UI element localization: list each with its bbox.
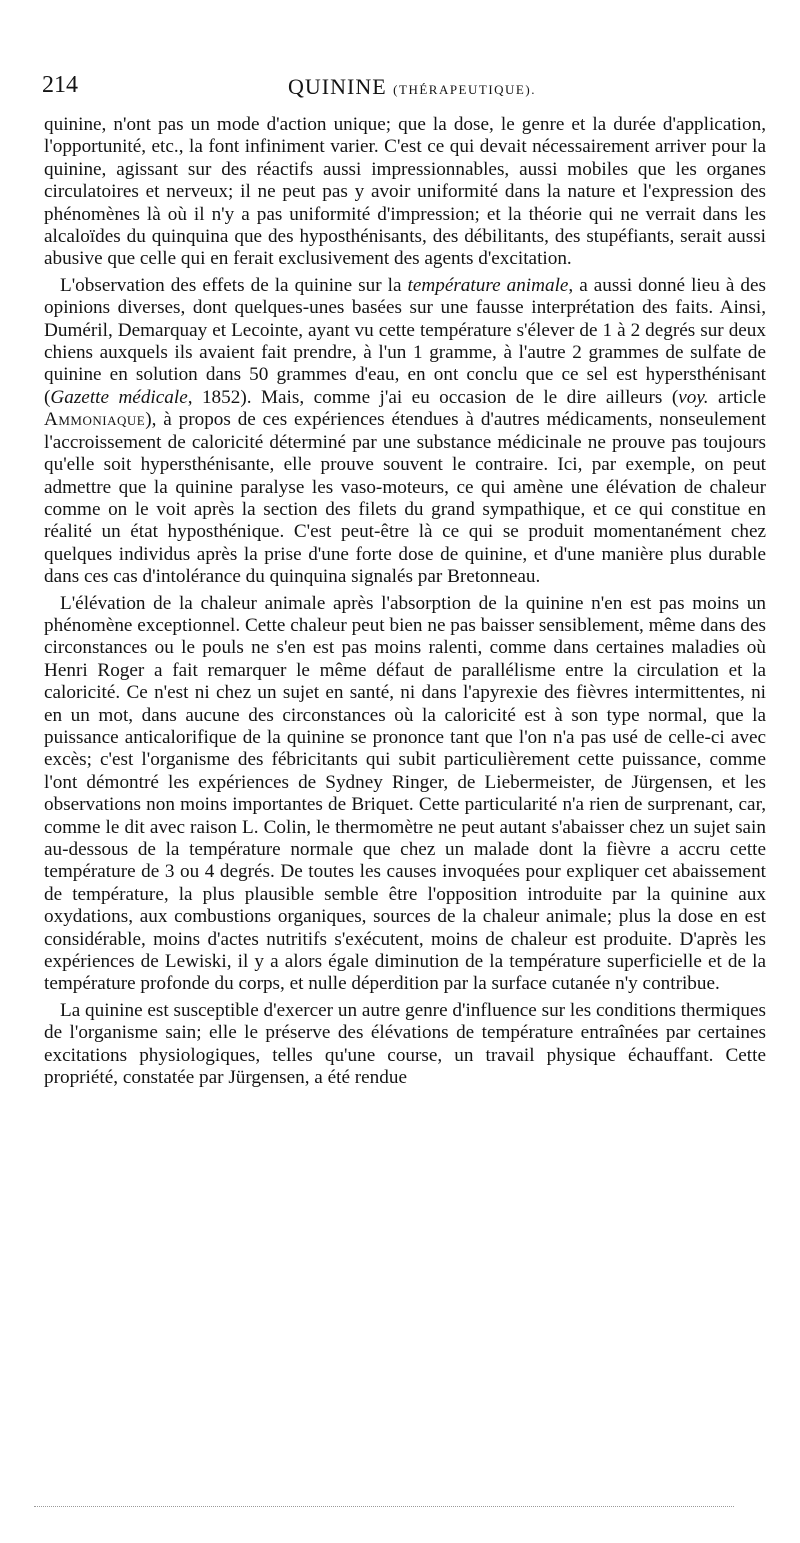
- italic-abbrev: voy.: [678, 386, 709, 408]
- text-segment: , 1852). Mais, comme j'ai eu occasion de le dire ailleurs (: [187, 386, 679, 408]
- text-segment: L'observation des effets de la quinine sur la: [60, 274, 408, 296]
- paragraph-1: [44, 114, 766, 271]
- italic-term: température animale: [407, 274, 569, 296]
- running-title: [42, 74, 782, 100]
- running-title-subtitle: (THÉRAPEUTIQUE).: [393, 82, 536, 97]
- text-segment: L'élévation de la chaleur animale après l'absorption de la quinine n'en est pas moins un phénomène exceptionnel. Cette chaleur peut bien ne pas baisser sensiblement, même dans des circonstances ou le pouls ne s'en est pas moins ralenti, comme dans certaines maladies où Henri Roger a fait remarquer le même défaut de parallélisme entre la circulation et la caloricité. Ce n'est ni chez un sujet en santé, ni dans l'apyrexie des fièvres intermittentes, ni en un mot, dans aucune des circonstances où la caloricité est à son type normal, que la puissance anticalorifique de la quinine se prononce tant que l'on n'a pas usé de celle-ci avec excès; c'est l'organisme des fébricitants qui subit particulièrement cette puissance, comme l'ont démontré les expériences de Sydney Ringer, de Liebermeister, de Jürgensen, et les observations non moins importantes de Briquet. Cette particularité n'a rien de surprenant, car, comme le dit avec raison L. Colin, le thermomètre ne peut autant s'abaisser chez un sujet sain au-dessous de la température normale que chez un malade dont la fièvre a accru cette température de 3 ou 4 degrés. De toutes les causes invoquées pour expliquer cet abaissement de température, la plus plausible semble être l'opposition introduite par la quinine aux oxydations, aux combustions organiques, sources de la chaleur animale; plus la dose en est considérable, moins d'actes nutritifs s'exécutent, moins de chaleur est produite. D'après les expériences de Lewiski, il y a alors égale diminution de la température superficielle et de la température profonde du corps, et nulle déperdition par la surface cutanée n'y contribue.: [44, 592, 766, 995]
- bottom-dotted-rule: [34, 1506, 734, 1507]
- text-segment: article: [708, 386, 766, 408]
- running-title-main: QUININE: [288, 74, 387, 99]
- paragraph-4: [44, 1000, 766, 1090]
- page-number: 214: [42, 72, 78, 98]
- text-segment: ), à propos de ces expériences étendues à d'autres médicaments, nonseulement l'accroissement de caloricité déterminé par une substance médicinale ne prouve pas toujours qu'elle soit hypersthénisante, elle prouve souvent le contraire. Ici, par exemple, on peut admettre que la quinine paralyse les vaso-moteurs, ce qui amène une élévation de chaleur comme on le voit après la section des filets du grand sympathique, et ce qui constitue en réalité un état hyposthénique. C'est peut-être là ce qui se produit momentanément chez quelques individus après la prise d'une forte dose de quinine, et d'une manière plus durable dans ces cas d'intolérance du quinquina signalés par Bretonneau.: [44, 409, 766, 588]
- body-text: [44, 114, 766, 1089]
- text-segment: , a aussi donné lieu à des opinions diverses, dont quelques-unes basées sur une fausse interprétation des faits. Ainsi, Duméril, Demarquay et Lecointe, ayant vu cette température s'élever de 1 à 2 degrés sur deux chiens auxquels ils avaient fait prendre, à l'un 1 gramme, à l'autre 2 grammes de sulfate de quinine en solution dans 50 grammes d'eau, en ont conclu que ce sel est hypersthénisant (: [44, 274, 766, 408]
- paragraph-2: [44, 275, 766, 589]
- article-reference: Ammoniaque: [44, 409, 146, 431]
- page-header: [42, 72, 782, 106]
- citation-title: Gazette médicale: [50, 386, 188, 408]
- text-segment: La quinine est susceptible d'exercer un autre genre d'influence sur les conditions thermiques de l'organisme sain; elle le préserve des élévations de température entraînées par certaines excitations physiologiques, telles qu'une course, un travail physique échauffant. Cette propriété, constatée par Jürgensen, a été rendue: [44, 999, 766, 1089]
- paragraph-3: [44, 593, 766, 996]
- text-segment: quinine, n'ont pas un mode d'action unique; que la dose, le genre et la durée d'application, l'opportunité, etc., la font infiniment varier. C'est ce qui devait nécessairement arriver pour la quinine, agissant sur des réactifs aussi impressionnables, aussi mobiles que les organes circulatoires et nerveux; il ne peut pas y avoir uniformité dans la nature et l'expression des phénomènes là où il n'y a pas uniformité d'impression; et la théorie qui ne verrait dans les alcaloïdes du quinquina que des hyposthénisants, des débilitants, des stupéfiants, serait aussi abusive que celle qui en ferait exclusivement des agents d'excitation.: [44, 114, 766, 270]
